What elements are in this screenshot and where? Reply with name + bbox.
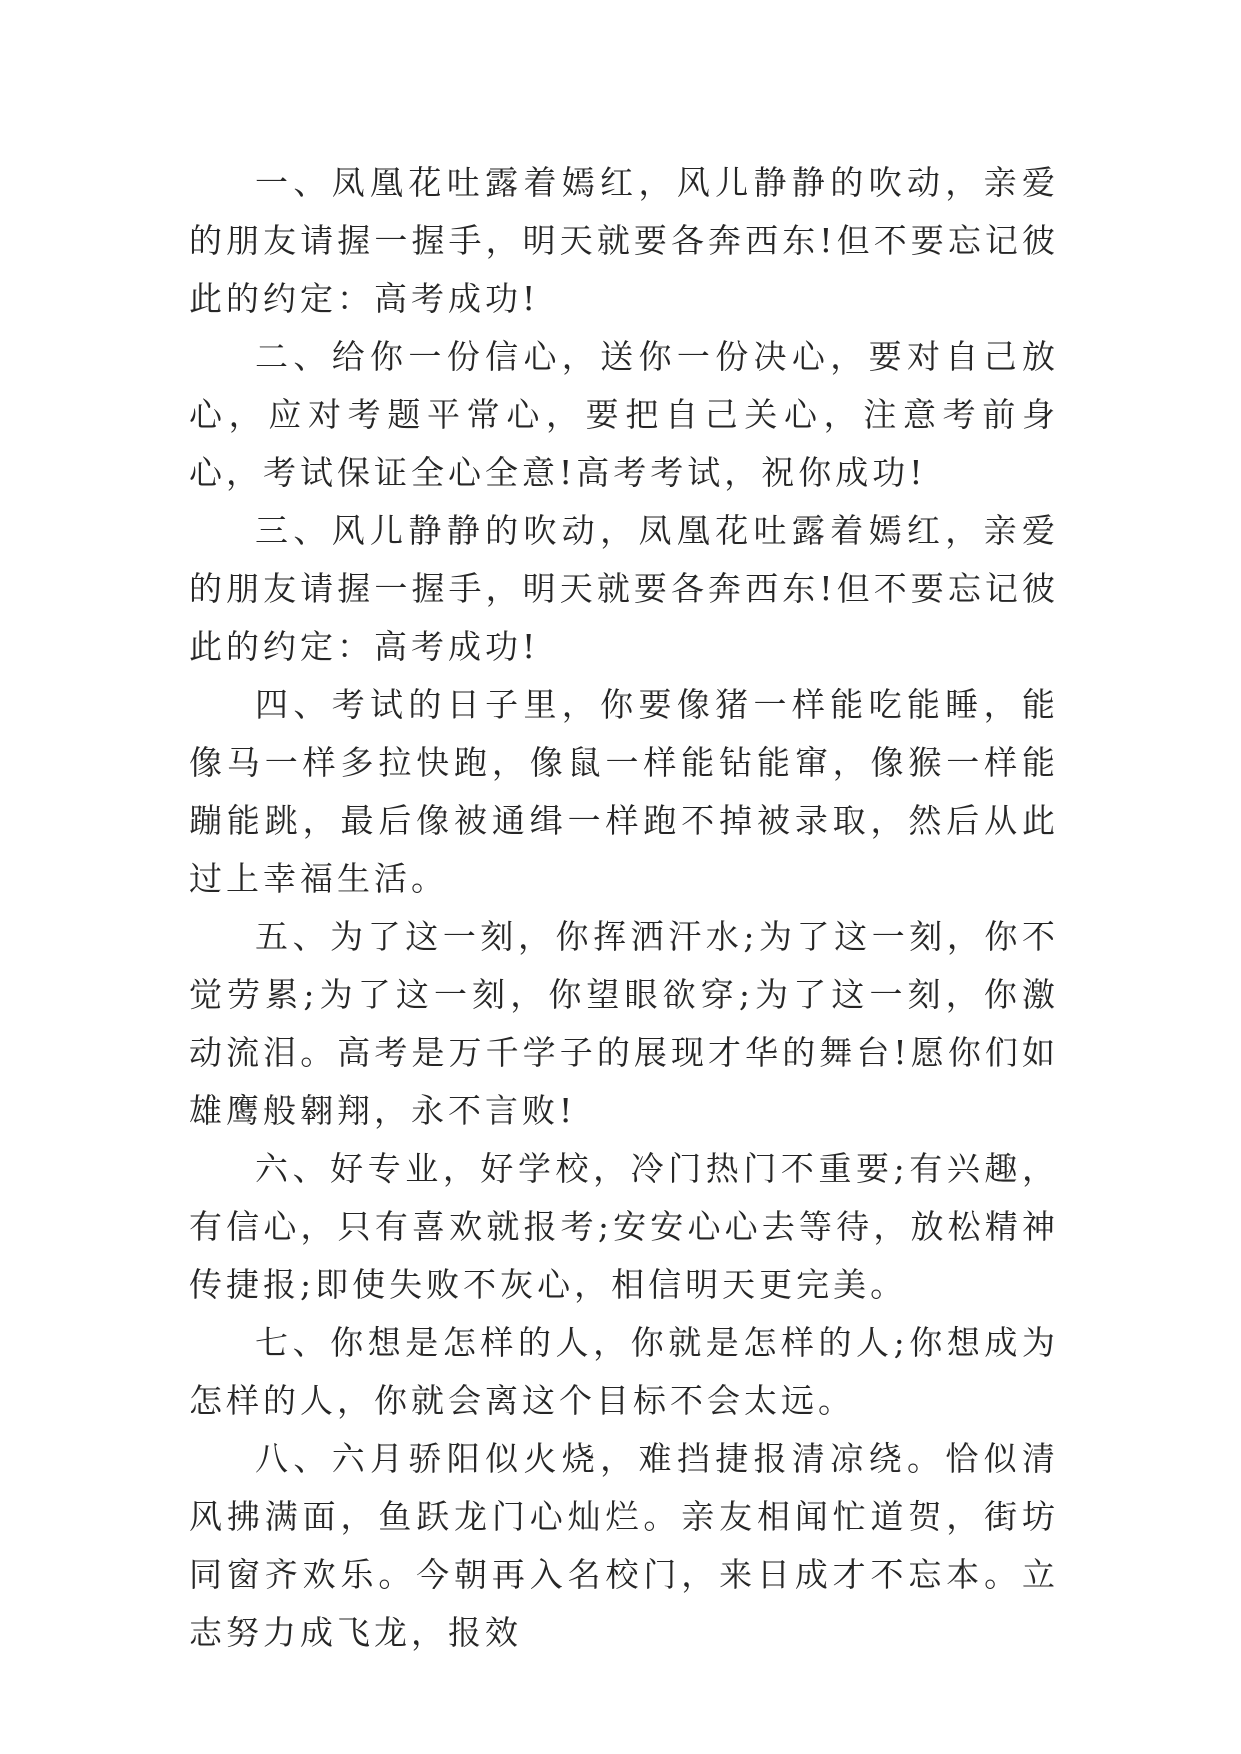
paragraph-3: 三、风儿静静的吹动，凤凰花吐露着嫣红，亲爱的朋友请握一握手，明天就要各奔西东!但不要忘记彼此的约定：高考成功! [189,511,1059,666]
paragraph-5: 五、为了这一刻，你挥洒汗水;为了这一刻，你不觉劳累;为了这一刻，你望眼欲穿;为了这一刻，你激动流泪。高考是万千学子的展现才华的舞台!愿你们如雄鹰般翱翔，永不言败! [189,917,1059,1130]
paragraph-1: 一、凤凰花吐露着嫣红，风儿静静的吹动，亲爱的朋友请握一握手，明天就要各奔西东!但不要忘记彼此的约定：高考成功! [189,163,1059,318]
paragraph-2: 二、给你一份信心，送你一份决心，要对自己放心，应对考题平常心，要把自己关心，注意考前身心，考试保证全心全意!高考考试，祝你成功! [189,337,1059,492]
paragraph-6: 六、好专业，好学校，冷门热门不重要;有兴趣，有信心，只有喜欢就报考;安安心心去等待，放松精神传捷报;即使失败不灰心，相信明天更完美。 [189,1149,1059,1304]
paragraph-4: 四、考试的日子里，你要像猪一样能吃能睡，能像马一样多拉快跑，像鼠一样能钻能窜，像猴一样能蹦能跳，最后像被通缉一样跑不掉被录取，然后从此过上幸福生活。 [189,685,1059,898]
paragraph-7: 七、你想是怎样的人，你就是怎样的人;你想成为怎样的人，你就会离这个目标不会太远。 [189,1323,1059,1420]
document-body [189,154,1059,1662]
paragraph-8: 八、六月骄阳似火烧，难挡捷报清凉绕。恰似清风拂满面，鱼跃龙门心灿烂。亲友相闻忙道贺，街坊同窗齐欢乐。今朝再入名校门，来日成才不忘本。立志努力成飞龙，报效 [189,1439,1059,1652]
